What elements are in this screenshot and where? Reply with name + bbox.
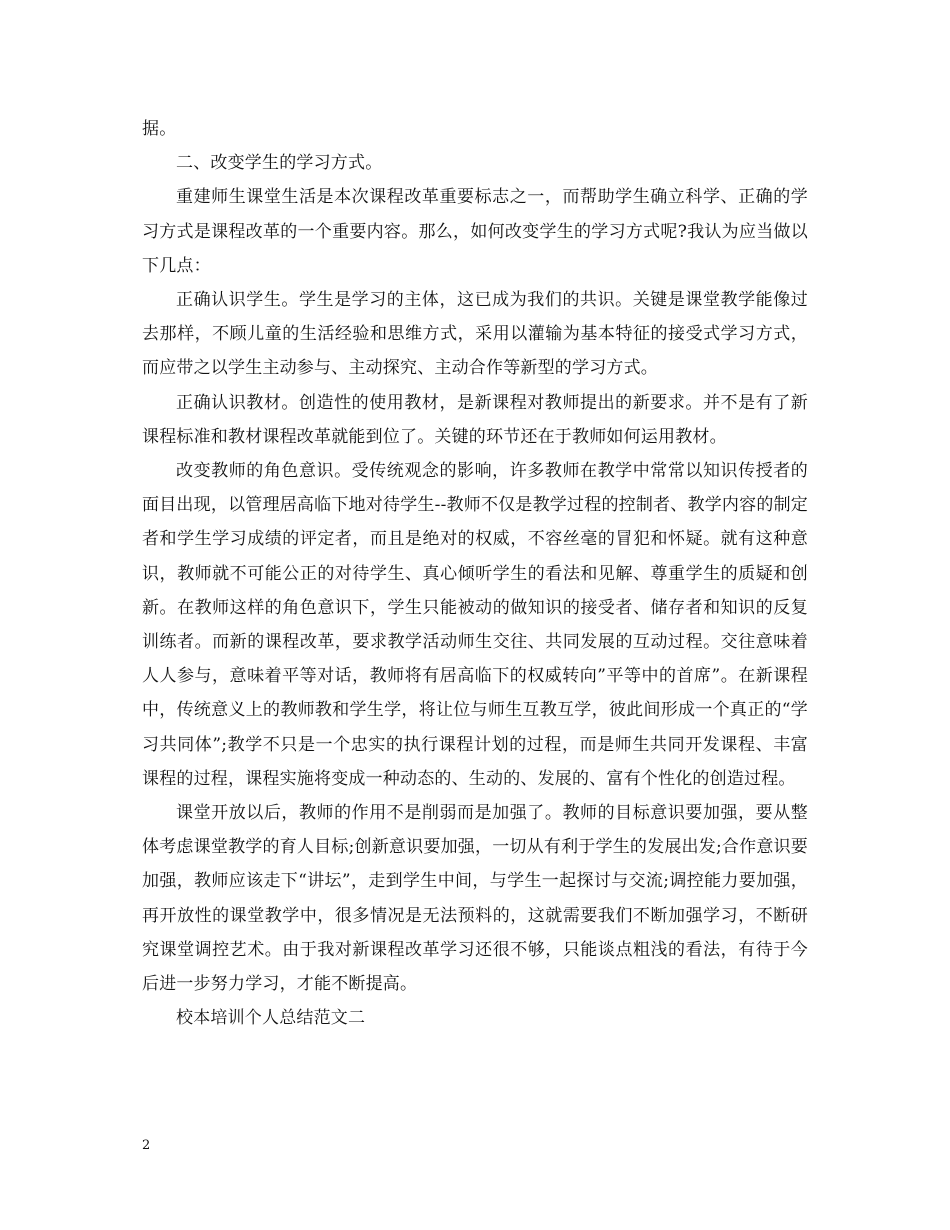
paragraph-teacher-role: 改变教师的角色意识。受传统观念的影响，许多教师在教学中常常以知识传授者的面目出现，以管理居高临下地对待学生--教师不仅是教学过程的控制者、教学内容的制定者和学生学习成绩的评定者，而且是绝对的权威，不容丝毫的冒犯和怀疑。就有这种意识，教师就不可能公正的对待学生、真心倾听学生的看法和见解、尊重学生的质疑和创新。在教师这样的角色意识下，学生只能被动的做知识的接受者、储存者和知识的反复训练者。而新的课程改革，要求教学活动师生交往、共同发展的互动过程。交往意味着人人参与，意味着平等对话，教师将有居高临下的权威转向”平等中的首席”。在新课程中，传统意义上的教师教和学生学，将让位与师生互教互学，彼此间形成一个真正的“学习共同体”;教学不只是一个忠实的执行课程计划的过程，而是师生共同开发课程、丰富课程的过程，课程实施将变成一种动态的、生动的、发展的、富有个性化的创造过程。 xyxy=(142,461,808,789)
paragraph-continuation: 据。 xyxy=(142,119,177,139)
paragraph-intro: 重建师生课堂生活是本次课程改革重要标志之一，而帮助学生确立科学、正确的学习方式是课程改革的一个重要内容。那么，如何改变学生的学习方式呢?我认为应当做以下几点： xyxy=(142,187,808,276)
section-title-second: 校本培训个人总结范文二 xyxy=(176,1008,366,1029)
paragraph-students: 正确认识学生。学生是学习的主体，这已成为我们的共识。关键是课堂教学能像过去那样，不顾儿童的生活经验和思维方式，采用以灌输为基本特征的接受式学习方式，而应带之以学生主动参与、主动探究、主动合作等新型的学习方式。 xyxy=(142,290,808,379)
document-body xyxy=(142,112,808,1035)
paragraph-open-classroom: 课堂开放以后，教师的作用不是削弱而是加强了。教师的目标意识要加强，要从整体考虑课堂教学的育人目标;创新意识要加强，一切从有利于学生的发展出发;合作意识要加强，教师应该走下“讲坛”，走到学生中间，与学生一起探讨与交流;调控能力要加强，再开放性的课堂教学中，很多情况是无法预料的，这就需要我们不断加强学习，不断研究课堂调控艺术。由于我对新课程改革学习还很不够，只能谈点粗浅的看法，有待于今后进一步努力学习，才能不断提高。 xyxy=(142,803,808,995)
paragraph-textbooks: 正确认识教材。创造性的使用教材，是新课程对教师提出的新要求。并不是有了新课程标准和教材课程改革就能到位了。关键的环节还在于教师如何运用教材。 xyxy=(142,392,808,447)
section-heading: 二、改变学生的学习方式。 xyxy=(176,153,383,174)
page-number: 2 xyxy=(142,1138,151,1153)
